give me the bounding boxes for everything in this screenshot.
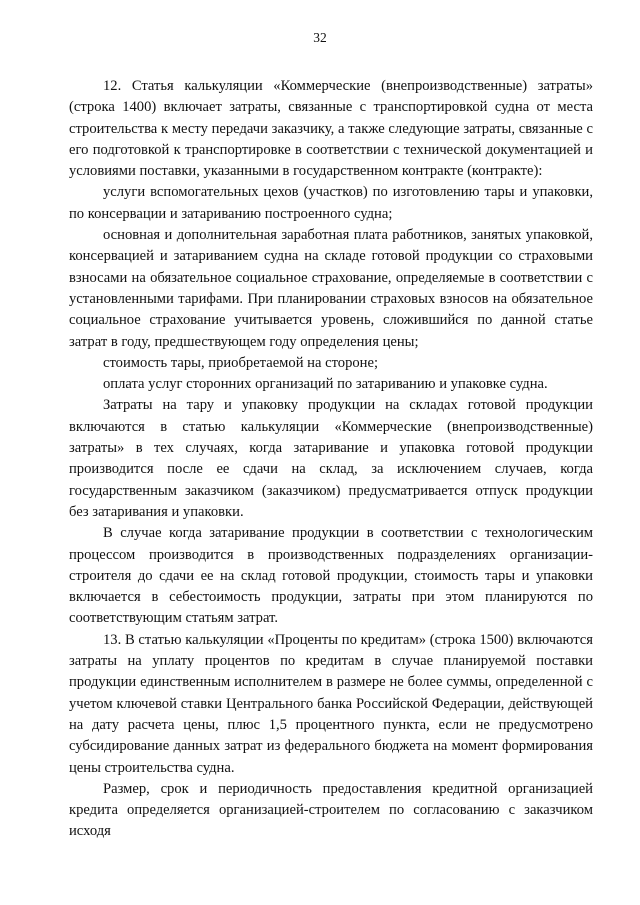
page-number: 32 <box>313 30 327 45</box>
paragraph-clause-12: 12. Статья калькуляции «Коммерческие (внепроизводственные) затраты» (строка 1400) включает затраты, связанные с транспортировкой судна от места строительства к месту передачи заказчику, а также следующие затраты, связанные с его подготовкой к транспортировке в соответствии с технической документацией и условиями поставки, указанными в государственном контракте (контракте): <box>69 78 593 180</box>
paragraph-in-process-packaging: В случае когда затаривание продукции в соответствии с технологическим процессом производится в производственных подразделениях организации-строителя до сдачи ее на склад готовой продукции, стоимость тары и упаковки включается в себестоимость продукции, затраты при этом планируются по соответствующим статьям затрат. <box>69 525 593 627</box>
paragraph-container-cost: стоимость тары, приобретаемой на стороне; <box>103 354 379 371</box>
paragraph-third-party-services: оплата услуг сторонних организаций по затариванию и упаковке судна. <box>103 376 548 393</box>
paragraph-credit-terms: Размер, срок и периодичность предоставления кредитной организацией кредита определяется организацией-строителем по согласованию с заказчиком исходя <box>69 780 593 840</box>
paragraph-wages: основная и дополнительная заработная плата работников, занятых упаковкой, консервацией и затариванием судна на складе готовой продукции со страховыми взносами на обязательное социальное страхование, определяемые в соответствии с установленными тарифами. При планировании страховых взносов на обязательное социальное страхование учитывается уровень, сложившийся по данной статье затрат в году, предшествующем году определения цены; <box>69 227 593 350</box>
paragraph-auxiliary-services: услуги вспомогательных цехов (участков) по изготовлению тары и упаковки, по консервации и затариванию построенного судна; <box>69 184 593 222</box>
document-body <box>69 76 593 843</box>
paragraph-clause-13: 13. В статью калькуляции «Проценты по кредитам» (строка 1500) включаются затраты на уплату процентов по кредитам в случае планируемой поставки продукции единственным исполнителем в размере не более суммы, определенной с учетом ключевой ставки Центрального банка Российской Федерации, действующей на дату расчета цены, плюс 1,5 процентного пункта, если не предусмотрено субсидирование данных затрат из федерального бюджета на момент формирования цены строительства судна. <box>69 631 593 776</box>
paragraph-packaging-costs: Затраты на тару и упаковку продукции на складах готовой продукции включаются в статью калькуляции «Коммерческие (внепроизводственные) затраты» в тех случаях, когда затаривание и упаковка готовой продукции производится после ее сдачи на склад, за исключением случаев, когда государственным заказчиком (заказчиком) предусматривается отпуск продукции без затаривания и упаковки. <box>69 397 593 520</box>
